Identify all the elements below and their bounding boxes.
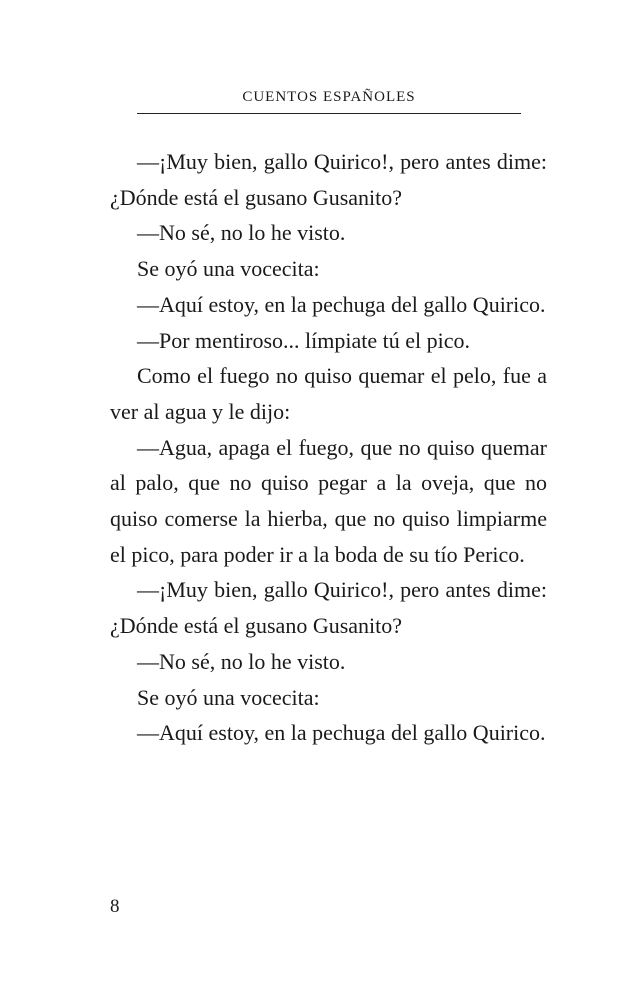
paragraph: —Por mentiroso... límpiate tú el pico. (137, 327, 471, 353)
header-rule (137, 113, 521, 114)
paragraph: Como el fuego no quiso quemar el pelo, fue a ver al agua y le dijo: (110, 363, 547, 424)
running-header: CUENTOS ESPAÑOLES (242, 89, 416, 105)
paragraph: —Agua, apaga el fuego, que no quiso quemar al palo, que no quiso pegar a la oveja, que no quiso comerse la hierba, que no quiso limpiarme el pico, para poder ir a la boda de su tío Perico. (110, 434, 547, 567)
paragraph: Se oyó una vocecita: (137, 684, 320, 710)
paragraph: —¡Muy bien, gallo Quirico!, pero antes dime: ¿Dónde está el gusano Gusanito? (110, 149, 547, 210)
page-number: 8 (110, 896, 120, 917)
paragraph: —No sé, no lo he visto. (137, 648, 346, 674)
body-text (110, 144, 547, 751)
paragraph: —Aquí estoy, en la pechuga del gallo Quirico. (137, 291, 546, 317)
paragraph: Se oyó una vocecita: (137, 256, 320, 282)
paragraph: —¡Muy bien, gallo Quirico!, pero antes dime: ¿Dónde está el gusano Gusanito? (110, 577, 547, 639)
paragraph: —No sé, no lo he visto. (137, 220, 346, 246)
paragraph: —Aquí estoy, en la pechuga del gallo Quirico. (137, 720, 546, 746)
